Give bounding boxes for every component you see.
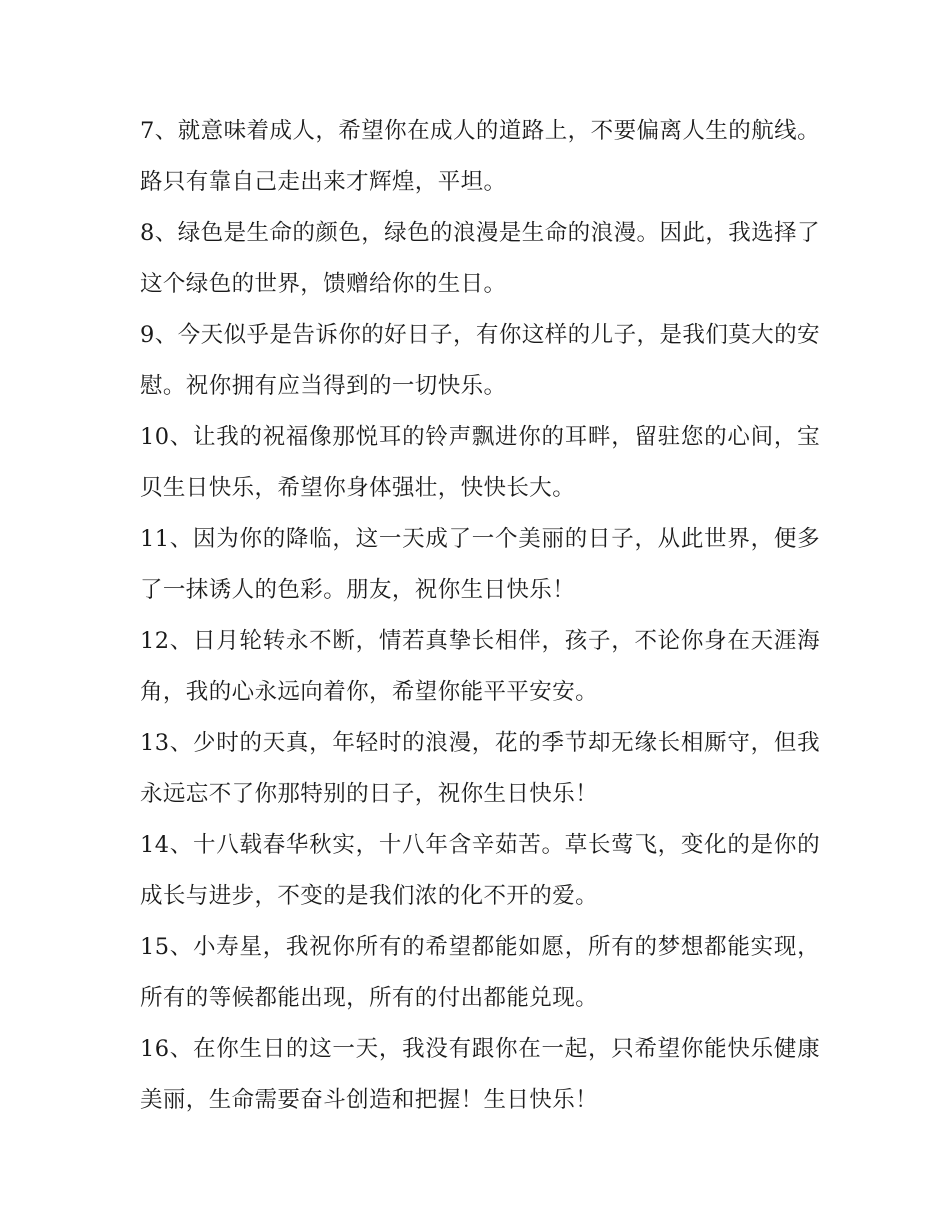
paragraph-16: 16、在你生日的这一天，我没有跟你在一起，只希望你能快乐健康美丽，生命需要奋斗创造和把握！生日快乐！ — [140, 1036, 820, 1113]
paragraph-8: 8、绿色是生命的颜色，绿色的浪漫是生命的浪漫。因此，我选择了这个绿色的世界，馈赠给你的生日。 — [140, 220, 820, 297]
paragraph-11: 11、因为你的降临，这一天成了一个美丽的日子，从此世界，便多了一抹诱人的色彩。朋友，祝你生日快乐！ — [140, 526, 820, 603]
paragraph-15: 15、小寿星，我祝你所有的希望都能如愿，所有的梦想都能实现，所有的等候都能出现，所有的付出都能兑现。 — [140, 934, 820, 1011]
paragraph-7: 7、就意味着成人，希望你在成人的道路上，不要偏离人生的航线。路只有靠自己走出来才辉煌，平坦。 — [140, 118, 820, 195]
paragraph-10: 10、让我的祝福像那悦耳的铃声飘进你的耳畔，留驻您的心间，宝贝生日快乐，希望你身体强壮，快快长大。 — [140, 424, 820, 501]
paragraph-9: 9、今天似乎是告诉你的好日子，有你这样的儿子，是我们莫大的安慰。祝你拥有应当得到的一切快乐。 — [140, 322, 820, 399]
paragraph-13: 13、少时的天真，年轻时的浪漫，花的季节却无缘长相厮守，但我永远忘不了你那特别的日子，祝你生日快乐！ — [140, 730, 820, 807]
document-body — [140, 106, 820, 1126]
paragraph-12: 12、日月轮转永不断，情若真挚长相伴，孩子，不论你身在天涯海角，我的心永远向着你，希望你能平平安安。 — [140, 628, 820, 705]
paragraph-14: 14、十八载春华秋实，十八年含辛茹苦。草长莺飞，变化的是你的成长与进步，不变的是我们浓的化不开的爱。 — [140, 832, 820, 909]
